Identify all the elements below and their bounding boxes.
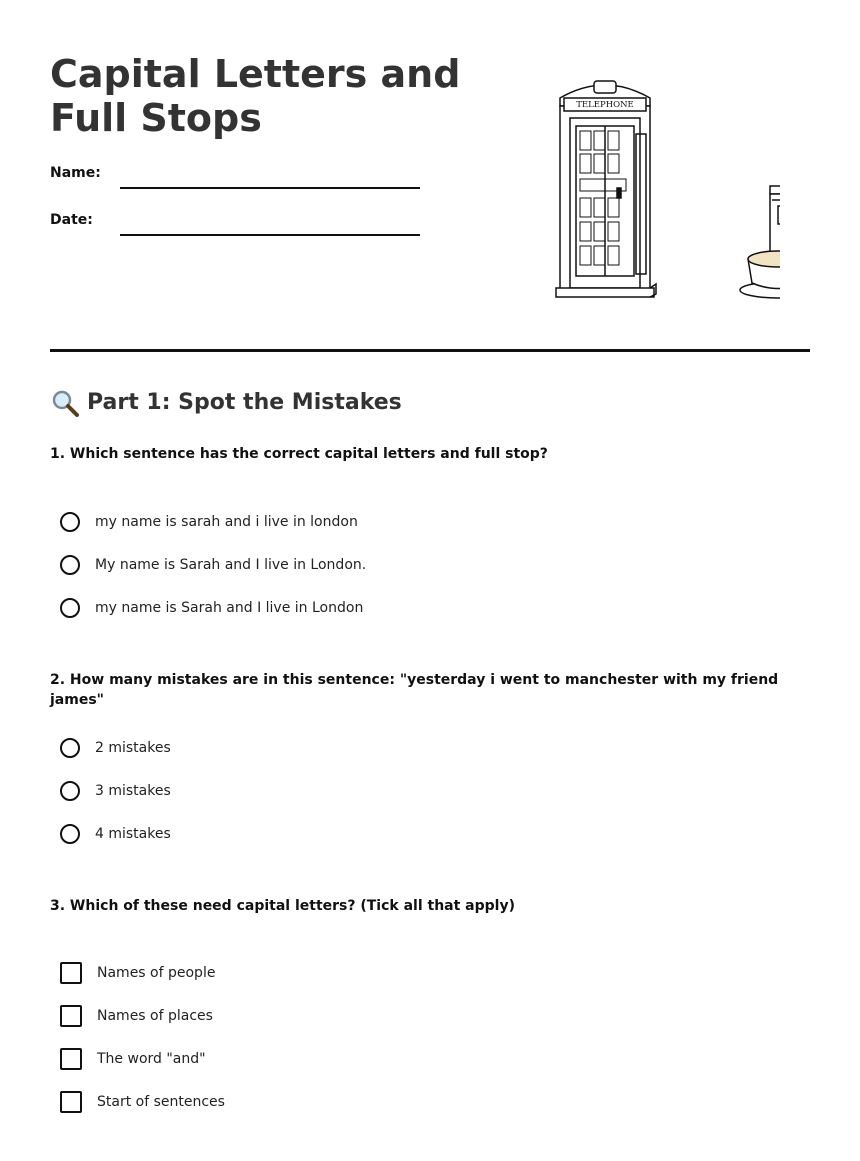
question-3-option-4[interactable] xyxy=(60,1089,225,1115)
part1-heading-text: Part 1: Spot the Mistakes xyxy=(87,390,402,415)
postbox-icon xyxy=(770,186,780,260)
telephone-box-icon xyxy=(556,81,656,297)
option-label: 3 mistakes xyxy=(95,783,171,799)
radio-button[interactable] xyxy=(60,598,80,618)
question-3-option-3[interactable] xyxy=(60,1046,206,1072)
question-1-option-1[interactable] xyxy=(60,509,358,535)
header-divider xyxy=(50,349,810,352)
date-write-line[interactable] xyxy=(120,234,420,236)
teacup-icon xyxy=(740,251,780,298)
radio-button[interactable] xyxy=(60,738,80,758)
option-label: Start of sentences xyxy=(97,1094,225,1110)
option-label: My name is Sarah and I live in London. xyxy=(95,557,367,573)
question-1-option-2[interactable] xyxy=(60,552,366,578)
question-2-text: 2. How many mistakes are in this sentence: "yesterday i went to manchester with my friend james" xyxy=(50,672,779,708)
option-label: Names of people xyxy=(97,965,216,981)
checkbox[interactable] xyxy=(60,962,82,984)
question-3-text: 3. Which of these need capital letters? (Tick all that apply) xyxy=(50,898,515,914)
option-label: my name is sarah and i live in london xyxy=(95,514,358,530)
radio-button[interactable] xyxy=(60,555,80,575)
radio-button[interactable] xyxy=(60,512,80,532)
question-1-text: 1. Which sentence has the correct capital letters and full stop? xyxy=(50,446,548,462)
question-2-option-3[interactable] xyxy=(60,821,171,847)
name-label: Name: xyxy=(50,165,101,181)
option-label: Names of places xyxy=(97,1008,213,1024)
option-label: 4 mistakes xyxy=(95,826,171,842)
radio-button[interactable] xyxy=(60,824,80,844)
question-3-option-2[interactable] xyxy=(60,1003,213,1029)
name-field[interactable] xyxy=(50,160,420,190)
option-label: The word "and" xyxy=(97,1051,206,1067)
question-2-option-2[interactable] xyxy=(60,778,171,804)
name-write-line[interactable] xyxy=(120,187,420,189)
telephone-sign-text: TELEPHONE xyxy=(576,100,634,110)
london-illustration xyxy=(550,76,780,306)
checkbox[interactable] xyxy=(60,1048,82,1070)
question-1 xyxy=(50,444,810,464)
worksheet-page xyxy=(50,0,810,1110)
radio-button[interactable] xyxy=(60,781,80,801)
part1-heading xyxy=(50,388,402,418)
magnifying-glass-icon xyxy=(50,388,80,418)
worksheet-header xyxy=(50,0,810,352)
question-3-option-1[interactable] xyxy=(60,960,215,986)
page-title: Capital Letters and Full Stops xyxy=(50,52,461,140)
date-field[interactable] xyxy=(50,207,420,237)
question-2 xyxy=(50,670,810,710)
date-label: Date: xyxy=(50,212,93,228)
option-label: my name is Sarah and I live in London xyxy=(95,600,364,616)
question-2-option-1[interactable] xyxy=(60,735,171,761)
question-1-option-3[interactable] xyxy=(60,595,363,621)
checkbox[interactable] xyxy=(60,1091,82,1113)
question-3 xyxy=(50,896,810,916)
option-label: 2 mistakes xyxy=(95,740,171,756)
checkbox[interactable] xyxy=(60,1005,82,1027)
